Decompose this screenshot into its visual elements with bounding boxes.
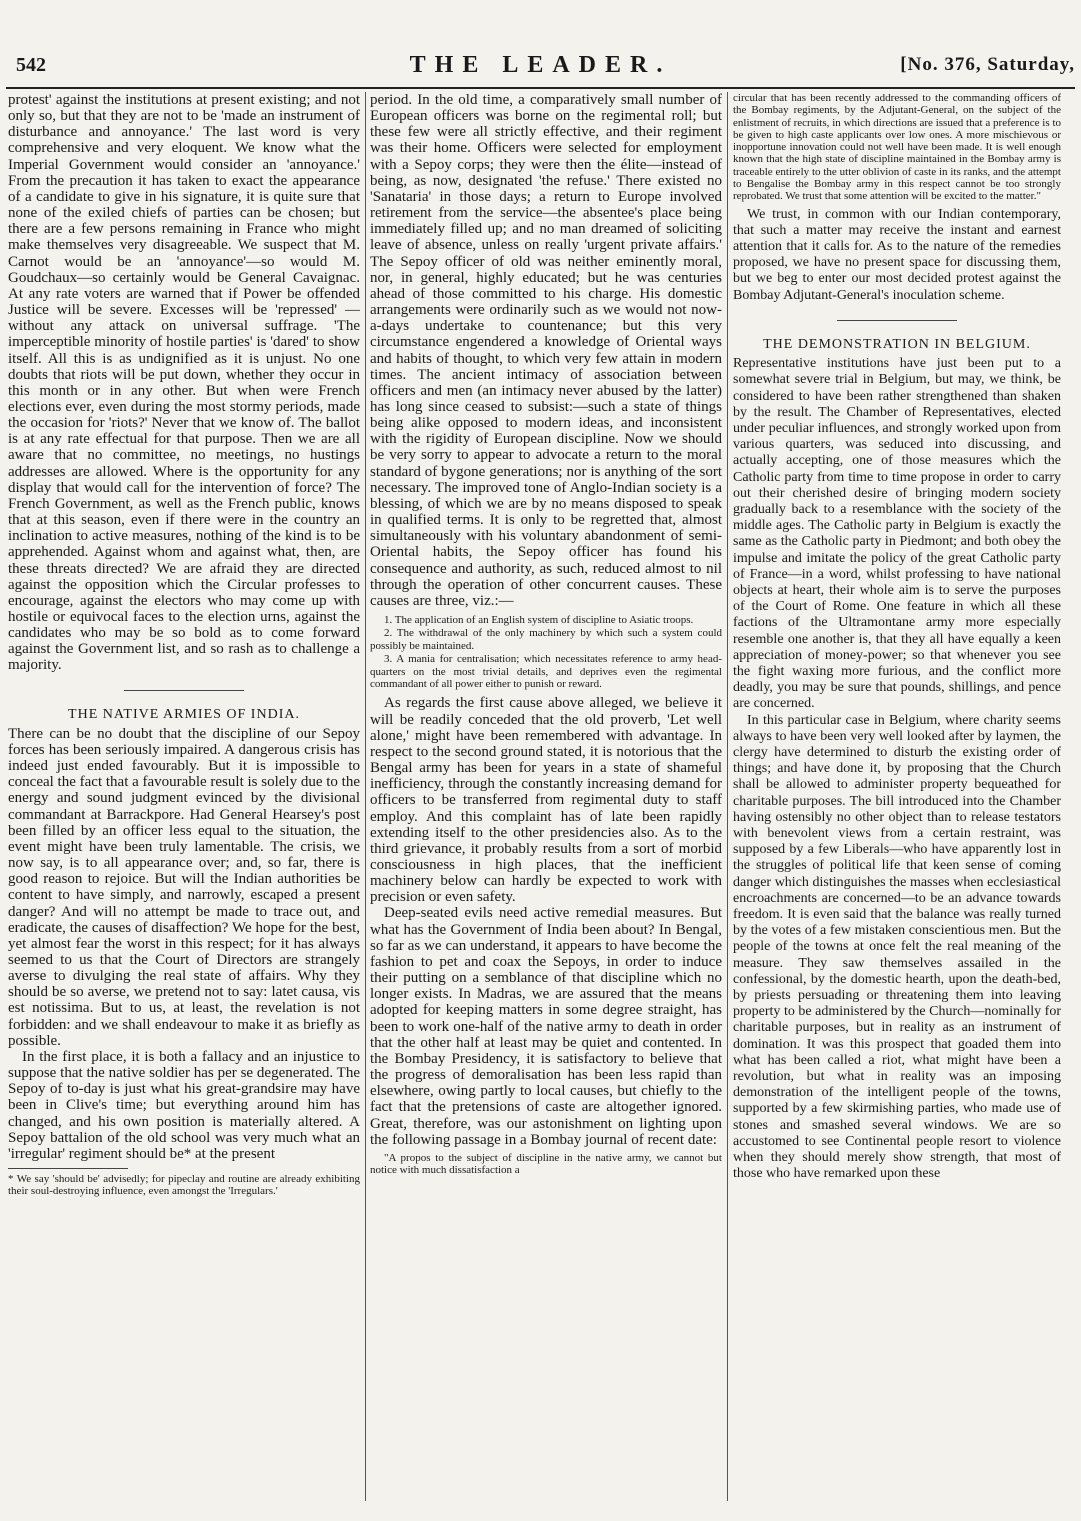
quoted-passage: "A propos to the subject of discipline in the native army, we cannot but notice with much dissatisfaction a [370, 1151, 722, 1177]
column-2 [370, 92, 722, 1177]
column-divider [365, 92, 366, 1501]
masthead [6, 50, 1075, 90]
list-item: 2. The withdrawal of the only machinery by which such a system could possibly be maintained. [370, 627, 722, 652]
newspaper-title: THE LEADER. [409, 52, 672, 78]
section-heading: THE NATIVE ARMIES OF INDIA. [68, 706, 300, 722]
article-paragraph: We trust, in common with our Indian contemporary, that such a matter may receive the instant and earnest attention that it calls for. As to the nature of the remedies proposed, we have no present space for discussing them, but we beg to enter our most decided protest against the Bombay Adjutant-General's inoculation scheme. [733, 206, 1061, 303]
article-paragraph: period. In the old time, a comparatively small number of European officers was borne on the regimental roll; but these few were all strictly effective, and their regiment was their home. Officers were selected for employment with a Sepoy corps; they were then the élite—instead of being, as now, designated 'the refuse.' There existed no 'Sanataria' in those days; a return to Europe involved retirement from the service—the absentee's place being immediately filled up; and no man dreamed of soliciting leave of absence, unless on really 'urgent private affairs.' The Sepoy officer of old was neither eminently moral, nor, in general, highly educated; but he was centuries ahead of those committed to his charge. His domestic arrangements were ordinarily such as we would not now-a-days undertake to countenance; but this very circumstance engendered a knowledge of Oriental ways and habits of thought, to which very few attain in modern times. The ancient intimacy of association between officers and men (an intimacy never abused by the latter) has long since ceased to subsist:—such a state of things being alike opposed to modern ideas, and inconsistent with the rigidity of European discipline. Now we should be very sorry to appear to advocate a return to the moral standard of bygone generations; nor is anything of the sort necessary. The improved tone of Anglo-Indian society is a blessing, of which we are by no means disposed to speak in qualified terms. It is only to be regretted that, almost simultaneously with his voluntary abandonment of semi-Oriental habits, the Sepoy officer has found his consequence and authority, as such, reduced almost to nil through the operation of other concurrent causes. These causes are three, viz.:— [370, 92, 722, 609]
article-paragraph: protest' against the institutions at present existing; and not only so, but that they are not to be 'made an instrument of disturbance and annoyance.' The last word is very comprehensive and very eloquent. We know what the Imperial Government would consider an 'annoyance.' From the precaution it has taken to exact the appearance of a candidate to give in his signature, it is quite sure that none of the exiled chiefs of parties can be chosen; but there are a few persons remaining in France who might make themselves very disagreeable. We suspect that M. Carnot would be an 'annoyance'—so would M. Goudchaux—so certainly would be General Cavaignac. At any rate voters are warned that if Power be offended Justice will be severe. Excesses will be 'repressed' —without any attack on universal suffrage. 'The imperceptible minority of hostile parties' is 'dared' to show itself. All this is as undignified as it is unjust. No one doubts that riots will be put down, whether they occur in this month or in any other. But when were French elections ever, even during the most stormy periods, made the occasion for 'riots?' Never that we know of. The ballot is at any rate effectual for that purpose. Then we are all aware that no committee, no meetings, no hustings addresses are allowed. Where is the opportunity for any display that would call for the intervention of force? The French Government, as well as the French public, knows that at this season, even if there were in the country an inclination to active measures, nothing of the kind is to be apprehended. Against whom and against what, then, are these threats directed? We are afraid they are directed against the opposition which the Circular professes to encourage, against the electors who may come up with hostile or equivocal faces to the election urns, against the candidates who may be so bold as to come forward against the Government list, and so rash as to challenge a majority. [8, 92, 360, 674]
list-item: 1. The application of an English system of discipline to Asiatic troops. [384, 614, 694, 626]
article-paragraph: Deep-seated evils need active remedial measures. But what has the Government of India been about? In Bengal, so far as we can understand, it appears to have become the fashion to pet and coax the Sepoys, in order to induce their putting on a semblance of that discipline which no longer exists. In Madras, we are assured that the means adopted for keeping matters in some degree straight, has been to work one-half of the native army to death in order that the other half at least may be quiet and contented. In the Bombay Presidency, it is satisfactory to believe that the progress of demoralisation has been less rapid than elsewhere, owing partly to local causes, but chiefly to the fact that the pretensions of caste are altogether ignored. Great, therefore, was our astonishment on lighting upon the following passage in a Bombay journal of recent date: [370, 905, 722, 1148]
article-paragraph: As regards the first cause above alleged, we believe it will be readily conceded that the old proverb, 'Let well alone,' might have been remembered with advantage. In respect to the second ground stated, it is notorious that the Bengal army has been for years in a state of shameful inefficiency, through the constantly increasing demand for officers to be transferred from regimental duty to staff employ. And this complaint has of late been rapidly extending itself to the other presidencies also. As to the third grievance, it probably results from a sort of morbid consciousness in high places, that the inefficient machinery below can hardly be expected to work with precision or even safety. [370, 695, 722, 906]
footnote: * We say 'should be' advisedly; for pipeclay and routine are already exhibiting their soul-destroying influence, even amongst the 'Irregulars.' [8, 1173, 360, 1198]
column-1 [8, 92, 360, 1198]
column-divider [727, 92, 728, 1501]
list-item: 3. A mania for centralisation; which necessitates reference to army head-quarters on the most trivial details, and deprives even the regimental commandant of all power either to punish or reward. [370, 653, 722, 691]
issue-label: [No. 376, Saturday, [900, 54, 1075, 75]
numbered-list [370, 614, 722, 690]
article-paragraph: There can be no doubt that the discipline of our Sepoy forces has been seriously impaired. A dangerous crisis has indeed just ended favourably. But it is impossible to conceal the fact that a favourable result is solely due to the energy and sound judgment evinced by the divisional commandant at Barrackpore. Had General Hearsey's post been filled by an officer less equal to the situation, the event might have been truly lamentable. The crisis, we now say, is to all appearance over; and, so far, there is good reason to rejoice. But will the Indian authorities be content to have simply, and narrowly, escaped a present danger? And will no attempt be made to trace out, and eradicate, the causes of disaffection? We hope for the best, yet almost fear the worst in this respect; for it has always seemed to us that the Court of Directors are strangely averse to divulging the real state of affairs. Why they should be so averse, we pretend not to say: latet causa, vis est notissima. But to us, at least, the revelation is not forbidden: and we shall endeavour to make it as briefly as possible. [8, 725, 360, 1049]
section-divider [124, 690, 244, 691]
section-heading: THE DEMONSTRATION IN BELGIUM. [763, 336, 1031, 352]
article-paragraph: In this particular case in Belgium, where charity seems always to have been very well looked after by laymen, the clergy have determined to disturb the existing order of things; and have done it, by proposing that the Church shall be allowed to administer property bequeathed for charitable purposes. The bill introduced into the Chamber having ostensibly no other object than to release testators with benevolent views from a certain restraint, was supposed by a few Liberals—who have apparently lost in the struggles of political life that keen sense of coming danger which distinguishes the masses when ecclesiastical encroachments are concerned—to be an advance towards freedom. It is even said that the balance was really turned by the votes of a few mistaken conscientious men. But the people of the towns at once felt the real meaning of the measure. They saw themselves assailed in the confessional, by the domestic hearth, upon the death-bed, by priests persuading or threatening them into leaving property to be administered by the Church—nominally for charitable purposes, but in reality as an instrument of domination. It was this prospect that goaded them into what has been called a riot, what might have been a revolution, but what in reality was an imposing demonstration of the intelligent people of the towns, supported by a few skirmishing parties, who made use of stones and smashed several windows. We are so accustomed to see Continental people resort to violence when they should merely show strength, that most of those who have remarked upon these [733, 712, 1061, 1182]
article-paragraph: In the first place, it is both a fallacy and an injustice to suppose that the native soldier has per se degenerated. The Sepoy of to-day is just what his great-grandsire may have been in Clive's time; but everything around him has changed, and his own position is materially altered. A Sepoy battalion of the old school was very much what an 'irregular' regiment should be* at the present [8, 1048, 360, 1162]
quoted-passage: circular that has been recently addressed to the commanding officers of the Bombay regiments, by the Adjutant-General, on the subject of the enlistment of recruits, in which directions are issued that a preference is to be given to high caste applicants over low ones. A more mischievous or inopportune innovation could not well have been made. It is well enough known that the high state of discipline maintained in the Bombay army is traceable entirely to the utter oblivion of caste in its ranks, and the attempt to Bengalise the Bombay army in this respect cannot be too strongly reprobated. We trust that some attention will be excited to the matter." [733, 92, 1061, 203]
article-paragraph: Representative institutions have just been put to a somewhat severe trial in Belgium, but may, we think, be considered to have been rather strengthened than shaken by the result. The Chamber of Representatives, elected under peculiar influences, and strongly worked upon from various quarters, was seduced into discussing, and actually accepting, one of those measures which the Catholic party from time to time propose in order to carry out their cherished desire of bringing modern society gradually back to a resemblance with the society of the middle ages. The Catholic party in Belgium is exactly the same as the Catholic party in Piedmont; and both obey the impulse and imitate the policy of the great Catholic party of France—in a word, whilst professing to have national objects at heart, their whole aim is to serve the purposes of the Court of Rome. One feature in which all these factions of the Ultramontane army more especially resemble one another is, that they all have equally a keen appreciation of money-power; so that whenever you see the fight waxing more furious, and the conflict more deadly, you may be sure that pounds, shillings, and pence are concerned. [733, 356, 1061, 712]
column-3 [733, 92, 1061, 1182]
masthead-rule [6, 87, 1075, 89]
footnote-rule [8, 1168, 128, 1169]
page-number: 542 [16, 54, 46, 76]
section-divider [837, 320, 957, 321]
